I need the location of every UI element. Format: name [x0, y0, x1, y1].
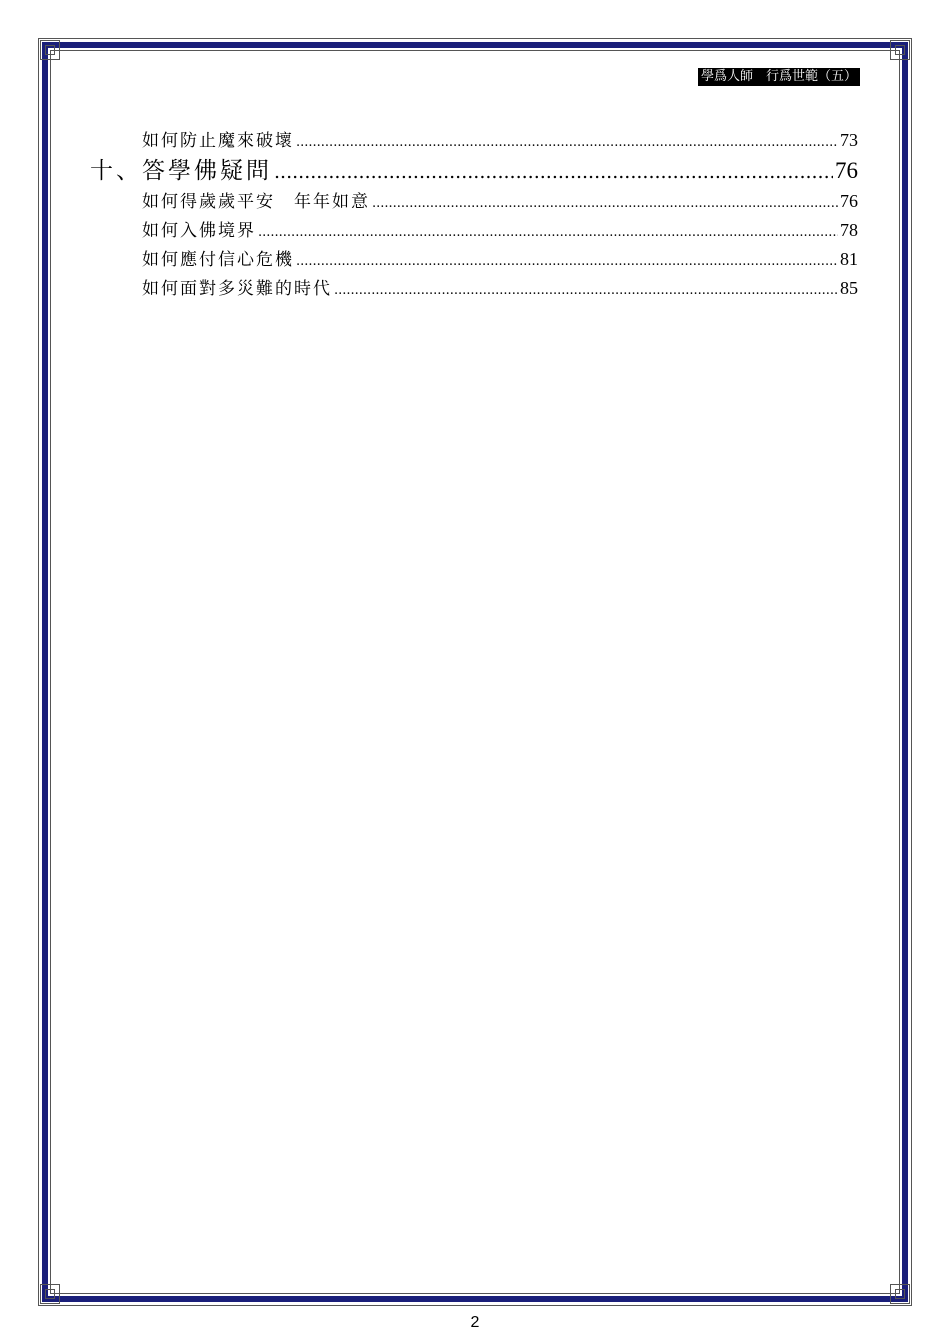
toc-dot-leader	[258, 218, 838, 247]
toc-entry[interactable]	[90, 187, 858, 216]
toc-entry[interactable]	[90, 126, 858, 155]
toc-entry-title: 如何得歲歲平安 年年如意	[142, 192, 370, 212]
running-header: 學爲人師 行爲世範（五）	[698, 68, 860, 86]
corner-ornament-bottom-right	[890, 1284, 910, 1304]
toc-entry[interactable]	[90, 216, 858, 245]
toc-entry[interactable]	[90, 274, 858, 303]
toc-dot-leader	[296, 128, 838, 157]
corner-ornament-top-right	[890, 40, 910, 60]
toc-dot-leader	[274, 156, 833, 188]
toc-entry-title: 如何防止魔來破壞	[142, 131, 294, 151]
toc-entry-title: 如何面對多災難的時代	[142, 279, 332, 299]
toc-entry-title: 如何入佛境界	[142, 221, 256, 241]
toc-dot-leader	[372, 189, 838, 218]
toc-dot-leader	[296, 247, 838, 276]
toc-chapter-page: 76	[835, 158, 858, 183]
table-of-contents	[90, 126, 858, 303]
toc-entry-page: 81	[840, 249, 858, 269]
page-number: 2	[470, 1314, 480, 1331]
toc-entry-title: 如何應付信心危機	[142, 250, 294, 270]
toc-entry[interactable]	[90, 245, 858, 274]
toc-chapter-title: 十、答學佛疑問	[90, 158, 272, 184]
toc-entry-page: 76	[840, 191, 858, 211]
toc-dot-leader	[334, 276, 838, 305]
toc-chapter-entry[interactable]	[90, 155, 858, 187]
toc-entry-page: 73	[840, 130, 858, 150]
toc-entry-page: 85	[840, 278, 858, 298]
corner-ornament-bottom-left	[40, 1284, 60, 1304]
corner-ornament-top-left	[40, 40, 60, 60]
toc-entry-page: 78	[840, 220, 858, 240]
